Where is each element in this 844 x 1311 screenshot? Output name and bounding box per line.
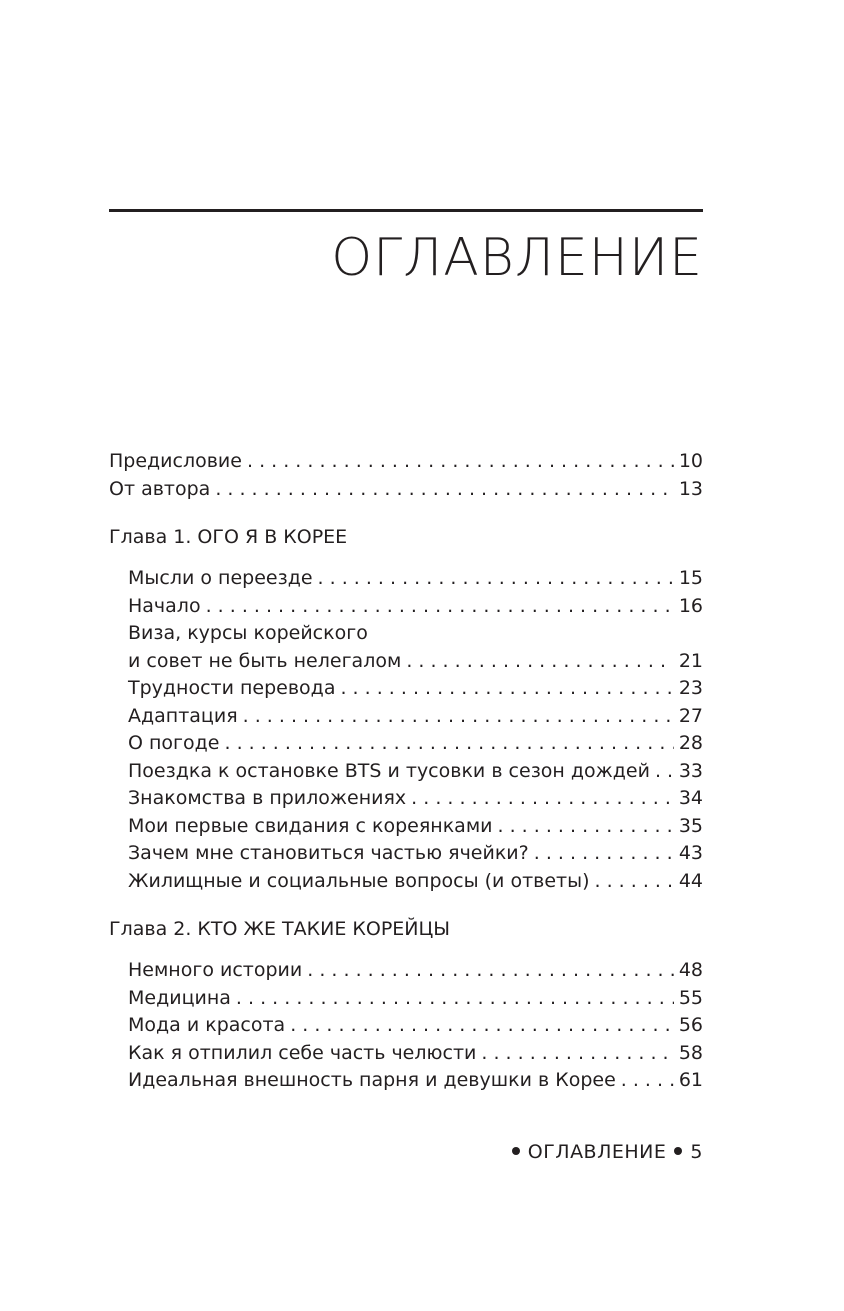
- dot-leader: [318, 565, 674, 593]
- toc-entry-label: Мои первые свидания с кореянками: [128, 814, 493, 837]
- bullet-icon: [512, 1147, 520, 1155]
- toc-entry-label: Жилищные и социальные вопросы (и ответы): [128, 869, 590, 892]
- toc-entry-page: 23: [678, 677, 703, 699]
- page-title: ОГЛАВЛЕНИЕ: [331, 228, 703, 288]
- toc-entry-label: Знакомства в приложениях: [128, 787, 407, 809]
- toc-entry-page: 33: [678, 759, 703, 782]
- toc-entry[interactable]: [109, 758, 703, 786]
- toc-entry-label: и совет не быть нелегалом: [128, 649, 402, 672]
- dot-leader: [340, 675, 673, 703]
- running-footer: [109, 1139, 703, 1165]
- toc-entry-page: 35: [678, 814, 703, 837]
- toc-entry[interactable]: [109, 785, 703, 813]
- toc-entry-page: 56: [678, 1014, 703, 1036]
- toc-entry-preface[interactable]: [109, 448, 703, 476]
- dot-leader: [307, 957, 674, 985]
- toc-entry-label: Виза, курсы корейского: [128, 622, 368, 644]
- dot-leader: [534, 840, 674, 868]
- toc-entry[interactable]: [109, 985, 703, 1013]
- toc-entry-page: 43: [678, 842, 703, 864]
- toc-entry-label: От автора: [109, 477, 211, 500]
- toc-entry[interactable]: [109, 813, 703, 841]
- toc-entry[interactable]: [109, 675, 703, 703]
- toc-entry[interactable]: [109, 703, 703, 731]
- toc-entry-label: Адаптация: [128, 704, 238, 727]
- toc-entry-page: 55: [678, 986, 703, 1009]
- top-rule: [109, 209, 703, 212]
- toc-entry-page: 13: [678, 477, 703, 500]
- running-title: ОГЛАВЛЕНИЕ: [527, 1141, 667, 1163]
- toc-entry-page: 48: [678, 959, 703, 981]
- toc-entry[interactable]: [109, 593, 703, 621]
- toc-entry-label: Мода и красота: [128, 1014, 286, 1036]
- toc-entry-page: 15: [678, 567, 703, 589]
- dot-leader: [247, 448, 674, 476]
- toc-entry[interactable]: [109, 1040, 703, 1068]
- toc-entry-label: Идеальная внешность парня и девушки в Корее: [128, 1069, 616, 1091]
- chapter-2-heading: Глава 2. КТО ЖЕ ТАКИЕ КОРЕЙЦЫ: [109, 918, 451, 940]
- toc-entry-label: Как я отпилил себе часть челюсти: [128, 1041, 477, 1064]
- dot-leader: [481, 1040, 673, 1068]
- toc-entry-label: Предисловие: [109, 450, 242, 472]
- toc-entry-label: Немного истории: [128, 959, 303, 981]
- page-number: 5: [690, 1141, 703, 1163]
- toc-entry[interactable]: [109, 868, 703, 896]
- toc-entry[interactable]: [109, 1012, 703, 1040]
- dot-leader: [236, 985, 674, 1013]
- toc-entry[interactable]: [109, 1067, 703, 1095]
- toc-entry[interactable]: [109, 957, 703, 985]
- toc-entry-page: 34: [678, 787, 703, 809]
- toc-entry-label: Начало: [128, 594, 201, 617]
- dot-leader: [498, 813, 674, 841]
- toc-entry[interactable]: [109, 565, 703, 593]
- toc-entry[interactable]: [109, 648, 703, 676]
- dot-leader: [224, 730, 673, 758]
- dot-leader: [621, 1067, 674, 1095]
- dot-leader: [215, 476, 674, 504]
- toc-entry-page: 16: [678, 594, 703, 617]
- dot-leader: [406, 648, 674, 676]
- toc-entry-label: Мысли о переезде: [128, 567, 313, 589]
- toc-entry-first-line[interactable]: [109, 620, 703, 648]
- chapter-1-heading: Глава 1. ОГО Я В КОРЕЕ: [109, 526, 348, 548]
- toc-entry-label: Поездка к остановке BTS и тусовки в сезон дождей: [128, 759, 650, 782]
- toc-entry-page: 61: [678, 1069, 703, 1091]
- dot-leader: [290, 1012, 674, 1040]
- dot-leader: [595, 868, 674, 896]
- toc-entry-page: 58: [678, 1041, 703, 1064]
- toc-entry-label: Трудности перевода: [128, 677, 336, 699]
- toc-entry-page: 10: [678, 450, 703, 472]
- toc-entry-label: Медицина: [128, 986, 231, 1009]
- toc-entry-from-author[interactable]: [109, 476, 703, 504]
- dot-leader: [655, 758, 674, 786]
- bullet-icon: [674, 1147, 682, 1155]
- toc-entry-label: О погоде: [128, 732, 220, 754]
- toc-entry-label: Зачем мне становиться частью ячейки?: [128, 842, 529, 864]
- toc-entry[interactable]: [109, 840, 703, 868]
- dot-leader: [411, 785, 674, 813]
- table-of-contents: [109, 448, 703, 1095]
- toc-entry-page: 27: [678, 704, 703, 727]
- dot-leader: [243, 703, 674, 731]
- toc-entry-page: 44: [678, 869, 703, 892]
- toc-entry-page: 28: [678, 732, 703, 754]
- toc-entry[interactable]: [109, 730, 703, 758]
- toc-entry-page: 21: [678, 649, 703, 672]
- dot-leader: [206, 593, 674, 621]
